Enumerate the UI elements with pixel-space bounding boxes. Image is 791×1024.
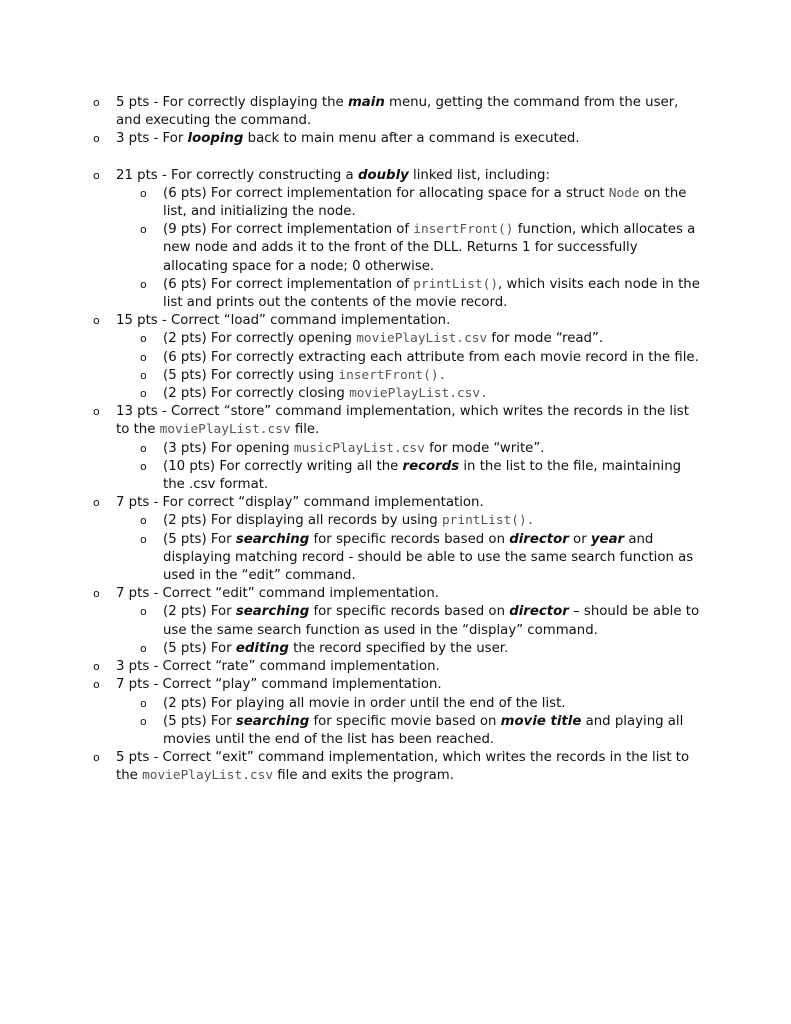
rubric-subitem — [0, 531, 791, 586]
rubric-subitem — [0, 603, 791, 639]
body-text: and displaying matching record - should be able to use the same search function as used in the “edit” command. — [163, 531, 694, 584]
hollow-bullet-icon: o — [140, 368, 147, 382]
rubric-subitem — [0, 367, 791, 385]
emphasis-text: editing — [235, 640, 289, 656]
rubric-subitem — [0, 695, 791, 713]
rubric-item — [0, 658, 791, 676]
body-text: (5 pts) For — [163, 531, 236, 547]
emphasis-text: director — [509, 604, 569, 620]
body-text: 7 pts - Correct “play” command implementation. — [116, 677, 442, 693]
hollow-bullet-icon: o — [140, 641, 147, 655]
body-text: menu, getting the command from the user, and executing the command. — [116, 95, 679, 129]
body-text: on the list, and initializing the node. — [163, 185, 687, 220]
hollow-bullet-icon: o — [140, 532, 147, 546]
body-text: for specific movie based on — [309, 713, 501, 729]
code-text: musicPlayList.csv — [293, 440, 425, 456]
code-text: printList() — [413, 276, 499, 292]
body-text: 7 pts - For correct “display” command implementation. — [116, 495, 484, 511]
body-text: and playing all movies until the end of the list has been reached. — [163, 713, 684, 747]
body-text: 13 pts - Correct “store” command implementation, which writes the records in the list to the — [116, 404, 689, 438]
rubric-item — [0, 749, 791, 785]
rubric-subitem — [0, 458, 791, 494]
emphasis-text: records — [402, 458, 460, 474]
code-text: moviePlayList.csv — [142, 768, 274, 784]
body-text: (6 pts) For correctly extracting each attribute from each movie record in the file. — [163, 349, 699, 365]
body-text: 3 pts - For — [116, 131, 188, 147]
body-text: 3 pts - Correct “rate” command implementation. — [116, 659, 440, 675]
body-text: back to main menu after a command is executed. — [243, 131, 580, 147]
emphasis-text: looping — [187, 131, 244, 147]
body-text: the record specified by the user. — [288, 640, 509, 656]
body-text: 5 pts - Correct “exit” command implementation, which writes the records in the list to the — [116, 750, 690, 784]
hollow-bullet-icon: o — [140, 277, 147, 291]
rubric-subitem — [0, 185, 791, 221]
body-text: 7 pts - Correct “edit” command implementation. — [116, 586, 439, 602]
body-text: for mode “read”. — [487, 331, 604, 347]
hollow-bullet-icon: o — [93, 314, 100, 328]
hollow-bullet-icon: o — [140, 441, 147, 455]
body-text: for specific records based on — [309, 604, 510, 620]
rubric-item — [0, 167, 791, 185]
body-text: (2 pts) For — [163, 604, 236, 620]
body-text: for mode “write”. — [424, 440, 545, 456]
hollow-bullet-icon: o — [140, 514, 147, 528]
hollow-bullet-icon: o — [93, 96, 100, 109]
rubric-subitem — [0, 221, 791, 276]
hollow-bullet-icon: o — [93, 132, 100, 146]
body-text: (2 pts) For correctly closing — [163, 386, 350, 402]
hollow-bullet-icon: o — [93, 678, 100, 692]
body-text: 5 pts - For correctly displaying the — [116, 95, 348, 110]
emphasis-text: year — [590, 531, 625, 547]
body-text: file. — [290, 422, 320, 438]
body-text: file and exits the program. — [273, 768, 454, 784]
body-text: , which visits each node in the list and prints out the contents of the movie record. — [163, 276, 700, 311]
body-text: 15 pts - Correct “load” command implementation. — [116, 313, 451, 329]
body-text: function, which allocates a new node and adds it to the front of the DLL. Returns 1 for successfully allocating space for a node; 0 otherwise. — [163, 222, 696, 274]
body-text: (10 pts) For correctly writing all the — [163, 458, 403, 474]
hollow-bullet-icon: o — [93, 751, 100, 765]
rubric-item — [0, 585, 791, 603]
emphasis-text: searching — [235, 713, 310, 729]
emphasis-text: main — [347, 95, 385, 110]
rubric-item — [0, 403, 791, 439]
rubric-item — [0, 130, 791, 148]
body-text: (6 pts) For correct implementation for allocating space for a struct — [163, 185, 609, 201]
rubric-subitem — [0, 276, 791, 312]
hollow-bullet-icon: o — [140, 387, 147, 401]
section-gap — [0, 149, 791, 167]
rubric-subitem — [0, 512, 791, 530]
hollow-bullet-icon: o — [140, 350, 147, 364]
hollow-bullet-icon: o — [93, 168, 100, 182]
code-text: moviePlayList.csv. — [349, 386, 488, 402]
code-text: insertFront(). — [338, 367, 447, 383]
rubric-subitem — [0, 640, 791, 658]
body-text: (2 pts) For correctly opening — [163, 331, 357, 347]
body-text: for specific records based on — [309, 531, 510, 547]
hollow-bullet-icon: o — [93, 496, 100, 510]
hollow-bullet-icon: o — [140, 696, 147, 710]
hollow-bullet-icon: o — [140, 186, 147, 200]
code-text: printList(). — [441, 513, 535, 529]
body-text: (3 pts) For opening — [163, 440, 294, 456]
code-text: moviePlayList.csv — [159, 422, 291, 438]
rubric-item — [0, 494, 791, 512]
rubric-list — [0, 94, 791, 786]
rubric-item — [0, 676, 791, 694]
rubric-item — [0, 312, 791, 330]
rubric-subitem — [0, 349, 791, 367]
hollow-bullet-icon: o — [140, 714, 147, 728]
body-text: (5 pts) For — [163, 713, 236, 729]
rubric-subitem — [0, 385, 791, 403]
body-text: (6 pts) For correct implementation of — [163, 276, 414, 292]
body-text: or — [568, 531, 591, 547]
body-text: in the list to the file, maintaining the .csv format. — [163, 458, 682, 493]
code-text: moviePlayList.csv — [356, 331, 488, 347]
body-text: linked list, including: — [408, 167, 550, 183]
hollow-bullet-icon: o — [140, 223, 147, 237]
emphasis-text: movie title — [500, 713, 582, 729]
body-text: (5 pts) For — [163, 640, 236, 656]
code-text: Node — [608, 185, 640, 201]
hollow-bullet-icon: o — [93, 587, 100, 601]
hollow-bullet-icon: o — [93, 405, 100, 419]
rubric-subitem — [0, 330, 791, 348]
hollow-bullet-icon: o — [93, 660, 100, 674]
hollow-bullet-icon: o — [140, 459, 147, 473]
emphasis-text: searching — [235, 604, 310, 620]
body-text: – should be able to use the same search function as used in the “display” command. — [163, 604, 700, 638]
hollow-bullet-icon: o — [140, 332, 147, 346]
emphasis-text: director — [509, 531, 569, 547]
rubric-page — [0, 94, 791, 786]
hollow-bullet-icon: o — [140, 605, 147, 619]
rubric-subitem — [0, 713, 791, 749]
body-text: (2 pts) For playing all movie in order until the end of the list. — [163, 695, 566, 711]
emphasis-text: doubly — [357, 167, 409, 183]
body-text: (5 pts) For correctly using — [163, 367, 339, 383]
rubric-subitem — [0, 440, 791, 458]
code-text: insertFront() — [413, 222, 514, 238]
emphasis-text: searching — [235, 531, 310, 547]
body-text: (9 pts) For correct implementation of — [163, 222, 414, 238]
rubric-item — [0, 94, 791, 130]
body-text: (2 pts) For displaying all records by using — [163, 513, 442, 529]
body-text: 21 pts - For correctly constructing a — [116, 167, 358, 183]
